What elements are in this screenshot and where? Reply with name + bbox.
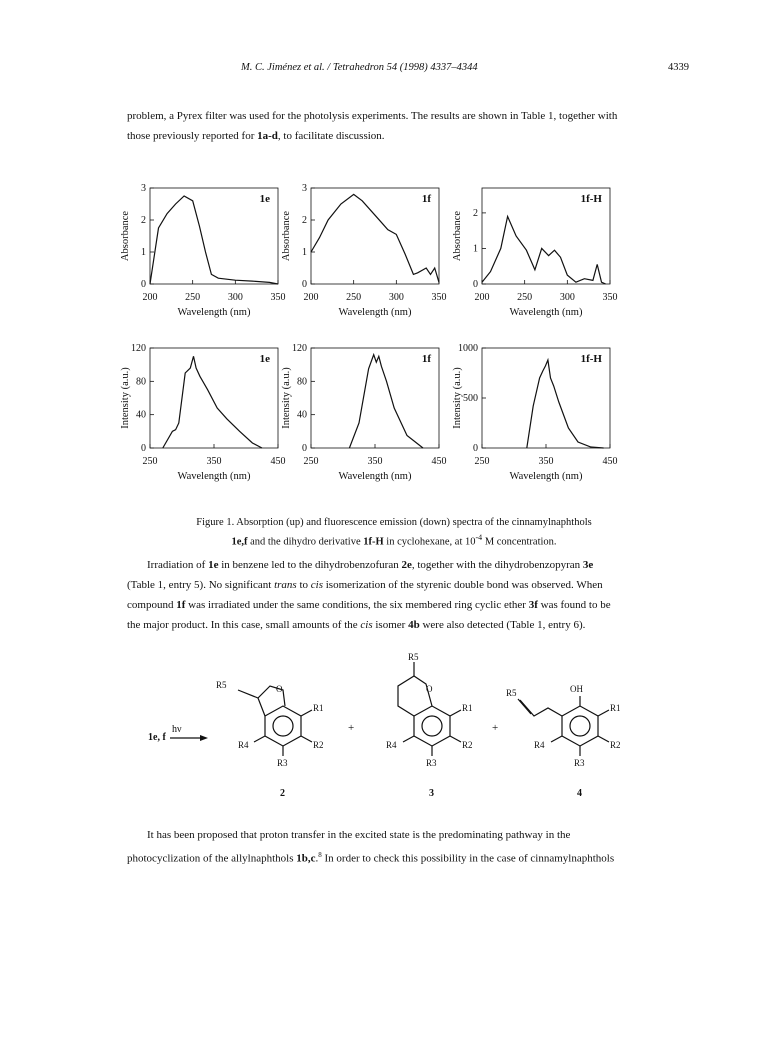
reaction-scheme	[0, 650, 768, 825]
y-axis-label: Intensity (a.u.)	[281, 367, 292, 429]
y-tick-label: 2	[302, 215, 307, 226]
svg-text:+: +	[492, 722, 499, 734]
x-tick-label: 300	[227, 292, 243, 303]
mechanism-paragraph	[127, 825, 661, 869]
running-head: M. C. Jiménez et al. / Tetrahedron 54 (1998) 4337–4344	[241, 62, 478, 73]
spectrum-line	[311, 194, 439, 282]
plot-frame	[311, 348, 439, 448]
compound-2-label: 2	[280, 788, 285, 799]
spectrum-line	[527, 360, 604, 448]
figure-caption	[127, 515, 661, 550]
page-number: 4339	[668, 62, 689, 73]
svg-text:R4: R4	[534, 740, 545, 750]
intro-line-2: those previously reported for 1a-d, to facilitate discussion.	[127, 130, 385, 142]
results-line-2: (Table 1, entry 5). No significant trans to cis isomerization of the styrenic double bond was observed. When	[127, 579, 603, 591]
svg-text:R2: R2	[462, 740, 473, 750]
svg-text:+: +	[348, 722, 355, 734]
caption-line-2: 1e,f and the dihydro derivative 1f-H in cyclohexane, at $10^{-4}$ M concentration.	[231, 533, 557, 548]
x-tick-label: 350	[206, 456, 222, 467]
intro-paragraph	[127, 106, 661, 146]
y-tick-label: 40	[136, 409, 146, 421]
x-tick-label: 350	[270, 292, 286, 303]
y-tick-label: 0	[302, 279, 307, 290]
series-label: 1f	[421, 353, 431, 365]
x-tick-label: 200	[303, 292, 319, 303]
results-line-3: compound 1f was irradiated under the same conditions, the six membered ring cyclic ether 3f was found to be	[127, 599, 611, 611]
results-line-4: the major product. In this case, small amounts of the cis isomer 4b were also detected (Table 1, entry 6).	[127, 619, 586, 631]
series-label: 1f-H	[580, 193, 602, 205]
svg-text:R1: R1	[462, 703, 473, 713]
spectrum-line	[482, 216, 606, 284]
spectrum-panel-1	[120, 183, 286, 318]
svg-text:R5: R5	[408, 652, 419, 662]
x-axis-label: Wavelength (nm)	[338, 307, 412, 318]
y-tick-label: 0	[473, 443, 478, 454]
spectrum-line	[163, 356, 262, 448]
y-tick-label: 1000	[458, 343, 478, 354]
svg-text:O: O	[426, 684, 433, 694]
y-tick-label: 0	[473, 279, 478, 290]
x-tick-label: 450	[602, 456, 618, 467]
svg-text:R5: R5	[216, 680, 227, 690]
spectrum-panel-4	[120, 343, 286, 482]
x-tick-label: 250	[474, 456, 490, 467]
results-paragraph	[127, 555, 661, 635]
reactant-label: 1e, f	[148, 732, 166, 743]
x-tick-label: 350	[431, 292, 447, 303]
x-tick-label: 250	[142, 456, 158, 467]
x-axis-label: Wavelength (nm)	[177, 307, 251, 318]
intro-line-1: problem, a Pyrex filter was used for the photolysis experiments. The results are shown in Table 1, together with	[127, 110, 618, 122]
x-tick-label: 250	[185, 292, 201, 303]
svg-text:R3: R3	[574, 758, 585, 768]
y-tick-label: 1	[473, 243, 478, 255]
spectrum-panel-5	[281, 343, 447, 482]
x-tick-label: 200	[474, 292, 490, 303]
y-tick-label: 0	[302, 443, 307, 454]
y-axis-label: Absorbance	[281, 210, 292, 262]
caption-line-1: Figure 1. Absorption (up) and fluorescence emission (down) spectra of the cinnamylnaphthols	[196, 517, 592, 528]
svg-text:O: O	[276, 684, 283, 694]
y-axis-label: Absorbance	[452, 210, 463, 262]
arrow-label: hν	[172, 724, 182, 735]
spectrum-line	[349, 355, 423, 448]
svg-text:R2: R2	[313, 740, 324, 750]
x-tick-label: 250	[346, 292, 362, 303]
y-tick-label: 40	[297, 409, 307, 421]
compound-4-structure	[506, 684, 621, 799]
svg-text:R1: R1	[313, 703, 324, 713]
spectrum-panel-2	[281, 183, 447, 318]
x-tick-label: 300	[388, 292, 404, 303]
x-tick-label: 250	[303, 456, 319, 467]
spectrum-line	[150, 196, 278, 284]
y-tick-label: 120	[292, 343, 307, 354]
x-axis-label: Wavelength (nm)	[509, 471, 583, 482]
x-tick-label: 450	[431, 456, 447, 467]
x-axis-label: Wavelength (nm)	[338, 471, 412, 482]
svg-text:R4: R4	[238, 740, 249, 750]
svg-text:R4: R4	[386, 740, 397, 750]
x-tick-label: 250	[517, 292, 533, 303]
compound-3-structure	[386, 652, 473, 799]
mechanism-line-1: It has been proposed that proton transfer in the excited state is the predominating pathway in the	[147, 829, 571, 841]
x-axis-label: Wavelength (nm)	[177, 471, 251, 482]
x-tick-label: 200	[142, 292, 158, 303]
x-axis-label: Wavelength (nm)	[509, 307, 583, 318]
svg-text:OH: OH	[570, 684, 583, 694]
y-tick-label: 500	[463, 393, 478, 404]
y-tick-label: 0	[141, 443, 146, 454]
y-tick-label: 3	[302, 183, 307, 194]
y-tick-label: 1	[141, 247, 146, 258]
y-tick-label: 80	[297, 376, 307, 388]
x-tick-label: 350	[367, 456, 383, 467]
svg-text:R3: R3	[426, 758, 437, 768]
y-tick-label: 120	[131, 343, 146, 354]
x-tick-label: 450	[270, 456, 286, 467]
series-label: 1f-H	[580, 353, 602, 365]
y-tick-label: 0	[141, 279, 146, 290]
svg-text:R2: R2	[610, 740, 621, 750]
x-tick-label: 350	[602, 292, 618, 303]
figure-1	[0, 180, 768, 510]
spectrum-panel-3	[452, 188, 618, 318]
results-line-1: Irradiation of 1e in benzene led to the dihydrobenzofuran 2e, together with the dihydrobenzopyran 3e	[147, 559, 594, 571]
spectrum-panel-6	[452, 343, 618, 482]
series-label: 1e	[259, 193, 270, 205]
y-tick-label: 1	[302, 247, 307, 258]
series-label: 1e	[259, 353, 270, 365]
mechanism-line-2: photocyclization of the allylnaphthols 1b,c.$^8$ In order to check this possibility in the case of cinnamylnaphthols	[127, 851, 615, 865]
compound-3-label: 3	[429, 788, 434, 799]
y-axis-label: Intensity (a.u.)	[452, 367, 463, 429]
y-axis-label: Absorbance	[120, 210, 131, 262]
plot-frame	[311, 188, 439, 284]
compound-4-label: 4	[577, 788, 582, 799]
compound-2-structure	[216, 680, 324, 799]
svg-text:R1: R1	[610, 703, 621, 713]
y-axis-label: Intensity (a.u.)	[120, 367, 131, 429]
x-tick-label: 300	[559, 292, 575, 303]
y-tick-label: 80	[136, 376, 146, 388]
series-label: 1f	[421, 193, 431, 205]
svg-text:R3: R3	[277, 758, 288, 768]
y-tick-label: 2	[473, 207, 478, 219]
svg-text:R5: R5	[506, 688, 517, 698]
x-tick-label: 350	[538, 456, 554, 467]
y-tick-label: 3	[141, 183, 146, 194]
y-tick-label: 2	[141, 215, 146, 226]
